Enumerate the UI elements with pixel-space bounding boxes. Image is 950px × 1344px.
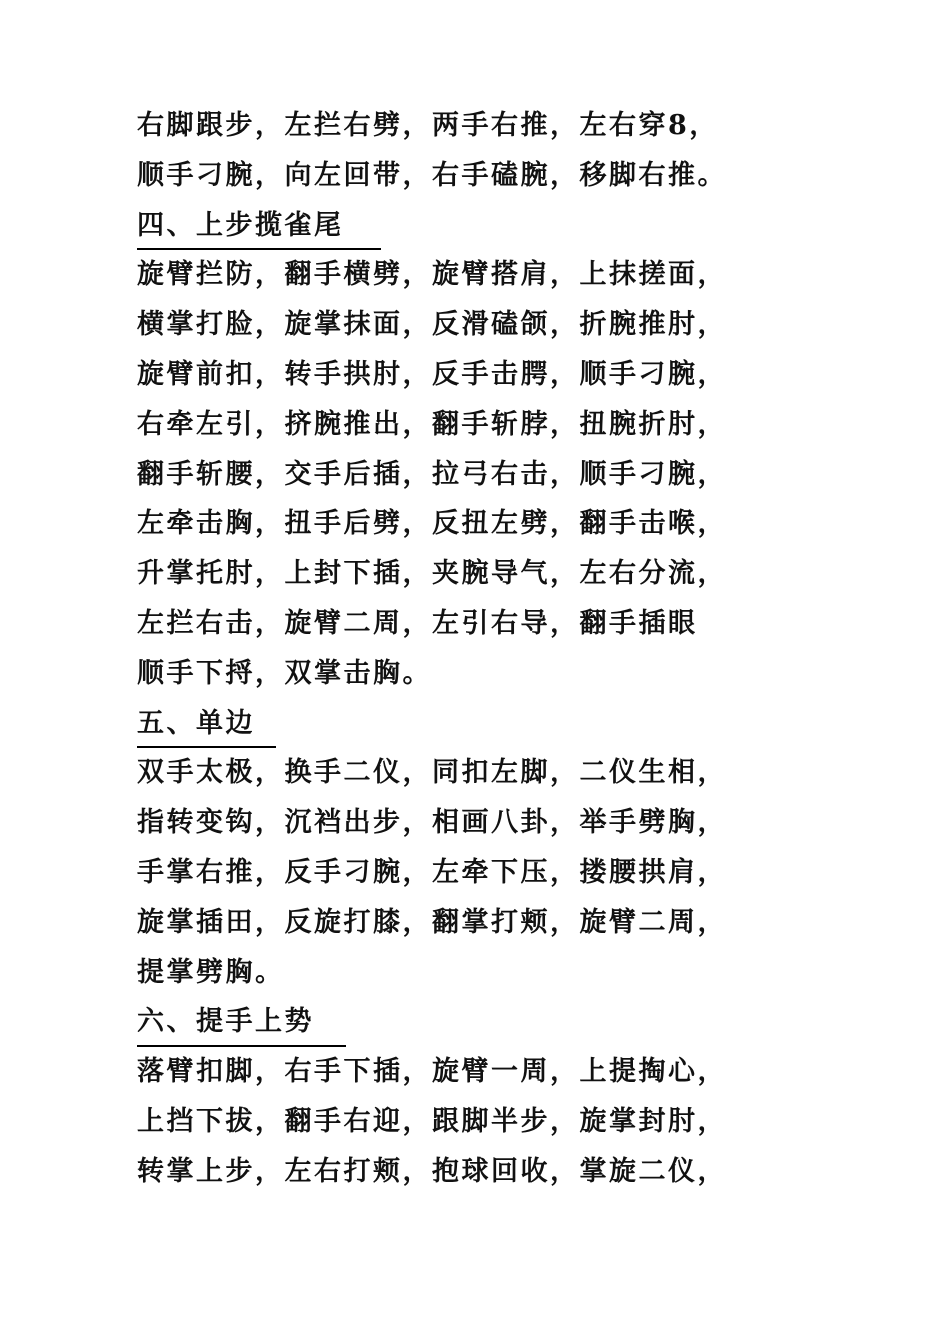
section-heading-text: 五、单边 bbox=[137, 707, 255, 739]
text-line: 升掌托肘，上封下插，夹腕导气，左右分流， bbox=[137, 558, 727, 590]
heading-underline bbox=[137, 746, 276, 748]
text-line: 横掌打脸，旋掌抹面，反滑磕颌，折腕推肘， bbox=[137, 309, 727, 341]
text-line: 顺手下捋，双掌击胸。 bbox=[137, 657, 432, 689]
section-heading bbox=[137, 997, 827, 1047]
section-heading bbox=[137, 201, 827, 251]
text-line: 旋臂前扣，转手拱肘，反手击腭，顺手刁腕， bbox=[137, 358, 727, 390]
text-line: 上挡下拔，翻手右迎，跟脚半步，旋掌封肘， bbox=[137, 1105, 727, 1137]
text-line: 转掌上步，左右打颊，抱球回收，掌旋二仪， bbox=[137, 1155, 727, 1187]
text-line: 右牵左引，挤腕推出，翻手斩脖，扭腕折肘， bbox=[137, 408, 727, 440]
section-heading-text: 四、上步揽雀尾 bbox=[137, 209, 344, 241]
heading-underline bbox=[137, 248, 381, 250]
text-line: 双手太极，换手二仪，同扣左脚，二仪生相， bbox=[137, 757, 727, 789]
text-line: 旋掌插田，反旋打膝，翻掌打颊，旋臂二周， bbox=[137, 906, 727, 938]
text-line: 右脚跟步，左拦右劈，两手右推，左右穿8， bbox=[137, 110, 719, 141]
heading-underline bbox=[137, 1045, 346, 1047]
text-line: 旋臂拦防，翻手横劈，旋臂搭肩，上抹搓面， bbox=[137, 259, 727, 291]
text-line: 提掌劈胸。 bbox=[137, 956, 285, 988]
section-heading-text: 六、提手上势 bbox=[137, 1006, 314, 1038]
text-line: 落臂扣脚，右手下插，旋臂一周，上提掏心， bbox=[137, 1056, 727, 1088]
text-line: 顺手刁腕，向左回带，右手磕腕，移脚右推。 bbox=[137, 159, 727, 191]
text-line: 左牵击胸，扭手后劈，反扭左劈，翻手击喉， bbox=[137, 508, 727, 540]
text-line: 左拦右击，旋臂二周，左引右导，翻手插眼 bbox=[137, 607, 698, 639]
section-heading bbox=[137, 699, 827, 749]
text-line: 手掌右推，反手刁腕，左牵下压，搂腰拱肩， bbox=[137, 856, 727, 888]
text-line: 指转变钩，沉裆出步，相画八卦，举手劈胸， bbox=[137, 807, 727, 839]
document-body bbox=[137, 101, 827, 1197]
text-line: 翻手斩腰，交手后插，拉弓右击，顺手刁腕， bbox=[137, 458, 727, 490]
